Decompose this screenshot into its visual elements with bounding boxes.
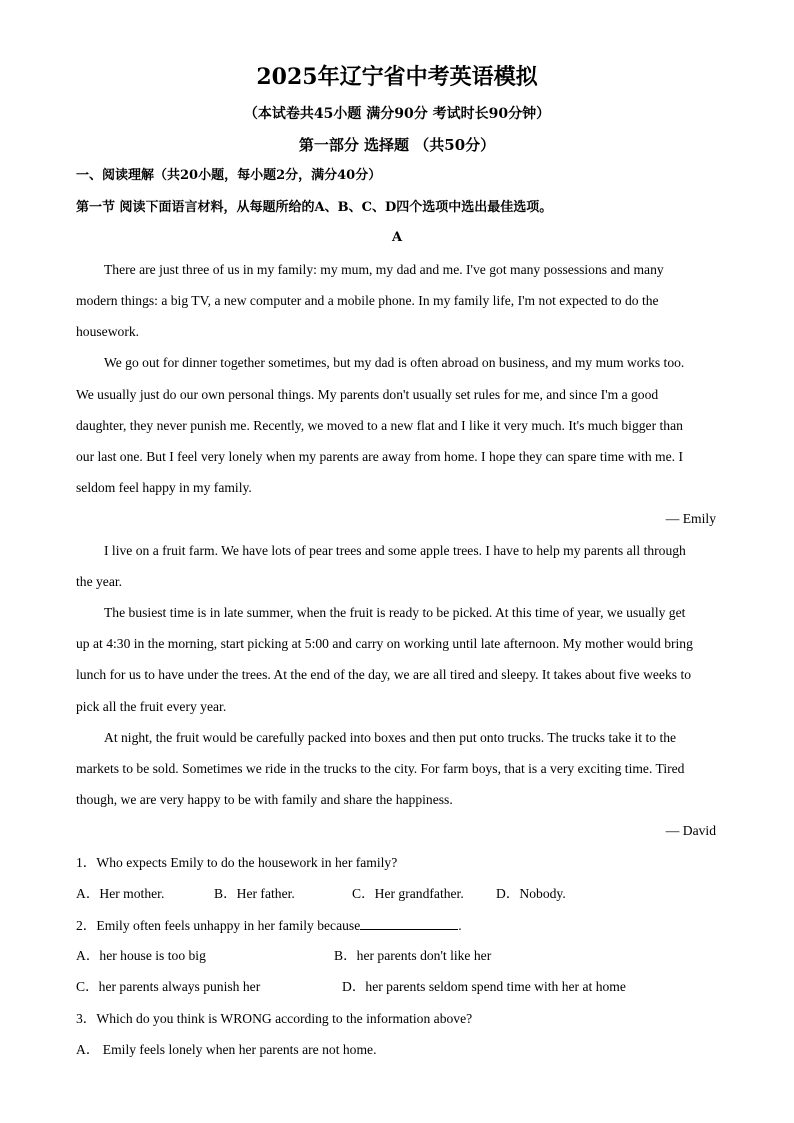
part-heading: 第一部分 选择题 （共50分） bbox=[298, 136, 496, 154]
question-2-end: . bbox=[458, 918, 462, 933]
q1-option-c: C．Her grandfather. bbox=[352, 886, 464, 901]
passage-line: daughter, they never punish me. Recently, we moved to a new flat and I like it very much. It's much bigger than bbox=[76, 418, 683, 433]
question-3: 3．Which do you think is WRONG according to the information above? bbox=[76, 1011, 473, 1026]
q2-option-c: C．her parents always punish her bbox=[76, 979, 261, 994]
passage-line: At night, the fruit would be carefully packed into boxes and then put onto trucks. The trucks take it to the bbox=[104, 730, 677, 745]
passage-line: seldom feel happy in my family. bbox=[76, 480, 252, 495]
exam-subtitle: （本试卷共45小题 满分90分 考试时长90分钟） bbox=[243, 106, 551, 122]
exam-title: 2025年辽宁省中考英语模拟 bbox=[256, 64, 538, 90]
passage-line: We go out for dinner together sometimes, but my dad is often abroad on business, and my mum works too. bbox=[104, 355, 685, 370]
passage-line: our last one. But I feel very lonely when my parents are away from home. I hope they can spare time with me. I bbox=[76, 449, 683, 464]
q2-option-d: D．her parents seldom spend time with her at home bbox=[342, 979, 626, 994]
passage-line: markets to be sold. Sometimes we ride in the trucks to the city. For farm boys, that is a very exciting time. Tired bbox=[76, 761, 685, 776]
passage-line: We usually just do our own personal things. My parents don't usually set rules for me, and since I'm a good bbox=[76, 387, 659, 402]
section-heading: 一、阅读理解（共20小题，每小题2分，满分40分） bbox=[76, 168, 382, 183]
q2-option-a: A．her house is too big bbox=[76, 948, 206, 963]
question-2-text: 2．Emily often feels unhappy in her family because bbox=[76, 918, 361, 933]
question-1: 1．Who expects Emily to do the housework in her family? bbox=[76, 855, 398, 870]
signature-emily: — Emily bbox=[665, 511, 716, 526]
passage-line: up at 4:30 in the morning, start picking at 5:00 and carry on working until late afternoon. My mother would bring bbox=[76, 636, 693, 651]
passage-line: The busiest time is in late summer, when the fruit is ready to be picked. At this time of year, we usually get bbox=[104, 605, 686, 620]
q1-option-a: A．Her mother. bbox=[76, 886, 165, 901]
answer-blank bbox=[360, 916, 458, 930]
signature-david: — David bbox=[665, 823, 716, 838]
passage-line: lunch for us to have under the trees. At the end of the day, we are all tired and sleepy. It takes about five weeks to bbox=[76, 667, 692, 682]
passage-line: pick all the fruit every year. bbox=[76, 699, 227, 714]
q2-option-b: B．her parents don't like her bbox=[334, 948, 492, 963]
section-instructions: 第一节 阅读下面语言材料，从每题所给的A、B、C、D四个选项中选出最佳选项。 bbox=[76, 200, 553, 215]
passage-line: housework. bbox=[76, 324, 140, 339]
q1-option-b: B．Her father. bbox=[214, 886, 295, 901]
passage-letter: A bbox=[391, 230, 403, 245]
passage-line: modern things: a big TV, a new computer and a mobile phone. In my family life, I'm not expected to do the bbox=[76, 293, 659, 308]
q1-option-d: D．Nobody. bbox=[496, 886, 566, 901]
passage-line: There are just three of us in my family: my mum, my dad and me. I've got many possessions and many bbox=[104, 262, 664, 277]
question-2 bbox=[76, 916, 462, 935]
passage-line: the year. bbox=[76, 574, 123, 589]
q3-option-a: A． Emily feels lonely when her parents are not home. bbox=[76, 1042, 377, 1057]
passage-line: I live on a fruit farm. We have lots of pear trees and some apple trees. I have to help my parents all through bbox=[104, 543, 686, 558]
passage-line: though, we are very happy to be with family and share the happiness. bbox=[76, 792, 453, 807]
